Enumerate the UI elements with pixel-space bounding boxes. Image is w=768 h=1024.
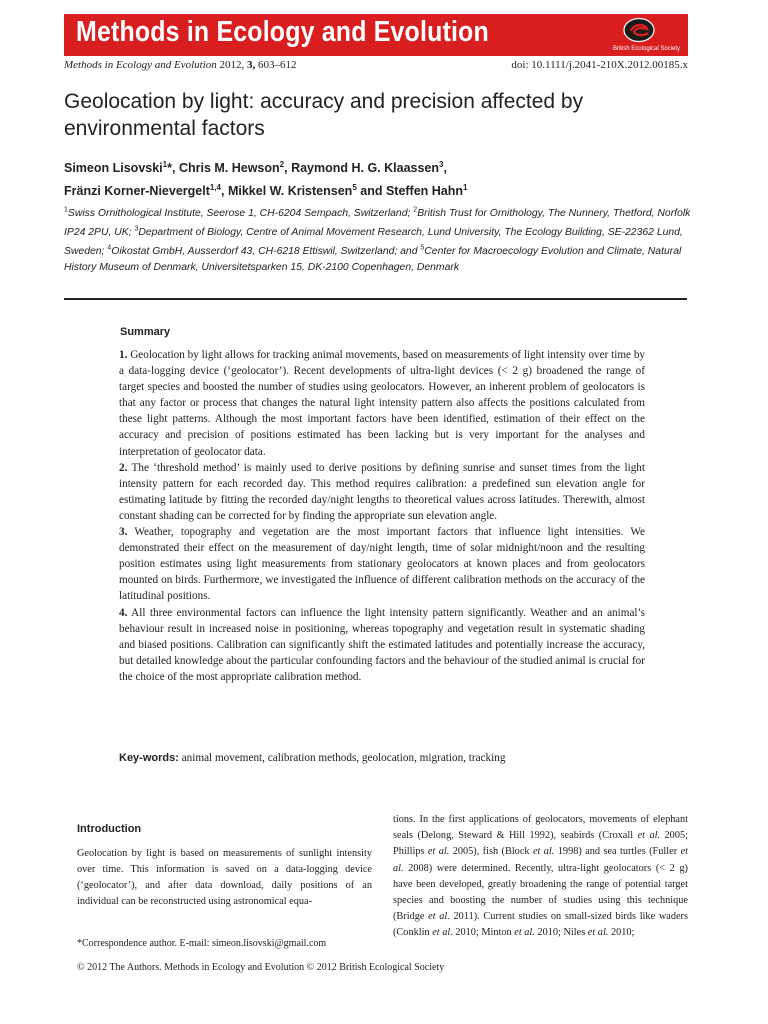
doi[interactable]: doi: 10.1111/j.2041-210X.2012.00185.x: [511, 59, 688, 71]
citation-et-al: et al.: [427, 846, 450, 858]
article-title: Geolocation by light: accuracy and precision affected by environmental factors: [64, 90, 584, 140]
citation-et-al: et al.: [532, 846, 555, 858]
copyright-footer: © 2012 The Authors. Methods in Ecology and Evolution © 2012 British Ecological Society: [77, 962, 445, 973]
affiliations: [64, 203, 694, 275]
keywords-text: animal movement, calibration methods, geolocation, migration, tracking: [178, 752, 506, 764]
journal-title: Methods in Ecology and Evolution: [76, 16, 489, 48]
author: Mikkel W. Kristensen$^5$ and: [227, 183, 386, 199]
column2-segment: 2010;: [608, 927, 635, 939]
column2-segment: 2010; Niles: [534, 927, 588, 939]
affiliation: $^1$Swiss Ornithological Institute, Seerose 1, CH-6204 Sempach, Switzerland;: [64, 207, 414, 220]
citation-pages: 603–612: [258, 59, 297, 71]
bes-logo-icon: [622, 17, 656, 43]
affiliation: $^3$Department of Biology, Centre of Animal Movement Research, Lund University, The Ecology Building, SE-22362 Lund, Sweden;: [64, 225, 683, 258]
citation-et-al: et al.: [432, 927, 453, 939]
column2-segment: 2005; Phillips: [393, 830, 688, 858]
summary-point: 3. Weather, topography and vegetation are the most important factors that influence light intensities. We demonstrated their effect on the measurement of day/night length, time of solar midnight/noon and the resulting position estimates using light measurements from stationary geolocators at known places and from geolocators mounted on birds. Furthermore, we investigated the influence of different calibration methods on the accuracy of the latitudinal positions.: [119, 526, 645, 603]
citation-et-al: et al.: [637, 830, 661, 842]
keywords-label: Key-words:: [119, 752, 179, 764]
column2-text: [393, 812, 688, 942]
column2-segment: 1998) and sea turtles (Fuller: [554, 846, 681, 858]
affiliation: $^5$Center for Macroecology Evolution and Climate, Natural History Museum of Denmark, Universitetsparken 15, DK-2100 Copenhagen, Denmark: [64, 244, 682, 273]
bes-logo-text: British Ecological Society: [612, 46, 680, 52]
affiliation: $^2$British Trust for Ornithology, The Nunnery, Thetford, Norfolk IP24 2PU, UK;: [64, 207, 691, 239]
correspondence-note: *Correspondence author. E-mail: simeon.lisovski@gmail.com: [77, 938, 327, 949]
citation-line: [64, 59, 297, 71]
author-list: [64, 155, 684, 201]
author: Simeon Lisovski$^1$*,: [64, 160, 179, 176]
bes-logo: [600, 17, 680, 53]
introduction-heading: Introduction: [77, 823, 142, 835]
author: Steffen Hahn$^1$: [385, 183, 468, 199]
summary-point: 4. All three environmental factors can influence the light intensity pattern significantly. Weather and an animal’s behaviour result in increased noise in positioning, whereas topography and vegetation result in systematic shading and biased positions. Calibration can significantly shift the estimated latitudes and potentially increase the accuracy, but detailed knowledge about the particular confounding factors and the behaviour of the studied animal is crucial for the choice of the most appropriate calibration method.: [119, 606, 645, 683]
citation-et-al: et al.: [514, 927, 535, 939]
citation-et-al: et al.: [393, 846, 688, 874]
affiliation: $^4$Oikostat GmbH, Ausserdorf 43, CH-6218 Ettiswil, Switzerland; and: [107, 244, 421, 258]
citation-journal: Methods in Ecology and Evolution: [64, 59, 217, 71]
author: Fränzi Korner-Nievergelt$^{1,4}$,: [64, 183, 228, 199]
column2-segment: tions. In the first applications of geolocators, movements of elephant seals (Delong, Steward & Hill 1992), seabirds (Croxall: [393, 814, 688, 842]
citation-year: 2012,: [219, 59, 245, 71]
author: Chris M. Hewson$^2$,: [178, 160, 292, 176]
column2-segment: 2008) were determined. Recently, ultra-light geolocators (< 2 g) have been developed, greatly broadening the range of potential target species and boosting the number of studies using this technique (Bridge: [393, 862, 688, 923]
summary-heading: Summary: [120, 326, 171, 338]
header-divider: [64, 298, 687, 300]
column2-segment: 2011). Current studies on small-sized birds like waders (Conklin: [393, 911, 688, 939]
summary-body: [119, 347, 645, 685]
summary-point: 1. Geolocation by light allows for tracking animal movements, based on measurements of light intensity over time by a data-logging device (‘geolocator’). Recent developments of ultra-light devices (< 2 g) broadened the range of target species and boosted the number of studies using geolocators. However, an inherent problem of geolocators is that any factor or process that changes the natural light intensity pattern also affects the positions calculated from these light patterns. Although the most important factors have been identified, estimation of their effect on the accuracy and precision of positions estimated has been lacking but is very important for the analyses and interpretation of geolocator data.: [119, 349, 646, 458]
column2-segment: 2005), fish (Block: [449, 846, 533, 858]
column2-segment: 2010; Minton: [452, 927, 515, 939]
citation-et-al: et al.: [428, 911, 450, 923]
citation-volume: 3,: [247, 59, 256, 71]
introduction-text: Geolocation by light is based on measurements of sunlight intensity over time. This information is saved on a data-logging device (‘geolocator’), and after data download, daily positions of an individual can be reconstructed using astronomical equa-: [77, 848, 372, 907]
author: Raymond H. G. Klaassen$^3$,: [291, 160, 447, 176]
journal-banner: [64, 14, 688, 56]
citation-et-al: et al.: [587, 927, 609, 939]
keywords: [119, 752, 679, 764]
summary-point: 2. The ‘threshold method’ is mainly used to derive positions by defining sunrise and sunset times from the light intensity pattern for each recorded day. This method requires calibration: a predefined sun elevation angle for estimating latitude by fitting the recorded day/night lengths to theoretical values across latitudes. Therewith, almost constant shading can be corrected for by finding the appropriate sun elevation angle.: [119, 461, 645, 522]
